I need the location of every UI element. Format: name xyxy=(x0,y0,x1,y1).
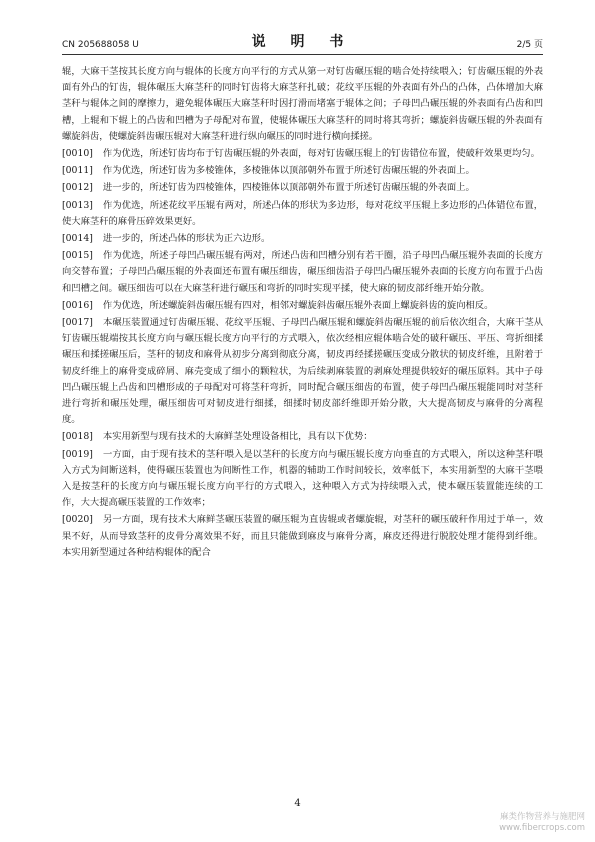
paragraph-number: [0010] xyxy=(62,148,93,160)
paragraph-text: 作为优选，所述子母凹凸碾压辊有两对，所述凸齿和凹槽分别有若干圈，沿子母凹凸碾压辊外表面的长度方向交替布置；子母凹凸碾压辊的外表面还布置有碾压细齿，碾压细齿沿子母凹凸碾压辊外表面的长度方向布置于凸齿和凹槽之间。碾压细齿可以在大麻茎秆进行碾压和弯折的同时实现平揉，使大麻的韧皮部纤维开始分散。 xyxy=(62,250,543,294)
watermark-site-name: 麻类作物营养与施肥网 xyxy=(499,812,585,822)
paragraph xyxy=(62,248,543,297)
paragraph xyxy=(62,163,543,179)
paragraph xyxy=(62,512,543,561)
document-title: 说 明 书 xyxy=(251,34,354,50)
paragraph-text: 辊，大麻干茎按其长度方向与辊体的长度方向平行的方式从第一对钉齿碾压辊的啮合处持续喂入；钉齿碾压辊的外表面有外凸的钉齿，辊体碾压大麻茎秆的同时钉齿将大麻茎秆扎破；花纹平压辊的外表面有外凸的凸体，凸体增加大麻茎秆与辊体之间的摩擦力，避免辊体碾压大麻茎秆时因打滑而堵塞于辊体之间；子母凹凸碾压辊的外表面有凸齿和凹槽，上辊和下辊上的凸齿和凹槽为子母配对布置，使辊体碾压大麻茎秆的同时将其弯折；螺旋斜齿碾压辊的外表面有螺旋斜齿，使螺旋斜齿碾压辊对大麻茎秆进行纵向碾压的同时进行横向揉搓。 xyxy=(62,66,543,142)
paragraph xyxy=(62,180,543,196)
paragraph-number: [0015] xyxy=(62,250,93,262)
paragraph xyxy=(62,231,543,247)
paragraph-number: [0013] xyxy=(62,199,93,211)
paragraph-text: 作为优选，所述螺旋斜齿碾压辊有四对，相邻对螺旋斜齿碾压辊外表面上螺旋斜齿的旋向相反。 xyxy=(102,299,494,311)
paragraph-text: 进一步的，所述钉齿为四棱锥体，四棱锥体以顶部朝外布置于所述钉齿碾压辊的外表面上。 xyxy=(102,182,475,194)
paragraph xyxy=(62,447,543,512)
paragraph-number: [0012] xyxy=(62,182,93,194)
paragraph-number: [0017] xyxy=(62,317,93,329)
paragraph-text: 本碾压装置通过钉齿碾压辊、花纹平压辊、子母凹凸碾压辊和螺旋斜齿碾压辊的前后依次组合，大麻干茎从钉齿碾压辊端按其长度方向与碾压辊长度方向平行的方式喂入，依次经相应辊体啮合处的破秆碾压、平压、弯折细揉碾压和揉搓碾压后，茎秆的韧皮和麻骨从初步分离到彻底分离，韧皮再经揉搓碾压变成分散状的韧皮纤维，且附着于韧皮纤维上的麻骨变成碎屑、麻壳变成了细小的颗粒状，为后续剥麻装置的剥麻处理提供较好的碾压原料。其中子母凹凸碾压辊上凸齿和凹槽形成的子母配对可将茎秆弯折，同时配合碾压细齿的布置，使子母凹凸碾压辊能同时对茎秆进行弯折和碾压处理，碾压细齿可对韧皮进行细揉，细揉时韧皮部纤维即开始分散，大大提高韧皮与麻骨的分离程度。 xyxy=(62,317,543,426)
paragraph xyxy=(62,198,543,230)
paragraph xyxy=(62,429,543,445)
paragraph-number: [0014] xyxy=(62,233,93,245)
patent-number: CN 205688058 U xyxy=(62,40,139,50)
paragraph-number: [0020] xyxy=(62,514,93,526)
paragraph-text: 一方面，由于现有技术的茎秆喂入是以茎秆的长度方向与碾压辊长度方向垂直的方式喂入，所以这种茎秆喂入方式为间断送料，使得碾压装置也为间断性工作，机器的辅助工作时间较长，效率低下，本实用新型的大麻干茎喂入是按茎秆的长度方向与碾压辊长度方向平行的方式喂入，这种喂入方式为持续喂入式，使本碾压装置能连续的工作，大大提高碾压装置的工作效率； xyxy=(62,448,543,509)
page-header xyxy=(62,30,543,55)
paragraph-text: 作为优选，所述钉齿为多棱锥体，多棱锥体以顶部朝外布置于所述钉齿碾压辊的外表面上。 xyxy=(102,165,475,177)
paragraph-text: 另一方面，现有技术大麻鲜茎碾压装置的碾压辊为直齿辊或者螺旋辊，对茎秆的碾压破秆作用过于单一，效果不好，从而导致茎秆的皮骨分离效果不好，而且只能做到麻皮与麻骨分离，麻皮还得进行脱胶处理才能得到纤维。本实用新型通过各种结构辊体的配合 xyxy=(62,514,543,558)
paragraph xyxy=(62,298,543,314)
paragraph xyxy=(62,146,543,162)
paragraph-number: [0018] xyxy=(62,431,93,443)
paragraph-text: 作为优选，所述花纹平压辊有两对，所述凸体的形状为多边形，每对花纹平压辊上多边形的凸体错位布置，使大麻茎秆的麻骨压碎效果更好。 xyxy=(62,199,543,227)
watermark-url: www.fibercrops.com xyxy=(499,823,585,833)
site-watermark xyxy=(499,812,585,834)
paragraph-text: 进一步的，所述凸体的形状为正六边形。 xyxy=(102,233,271,245)
paragraph xyxy=(62,64,543,145)
paragraph-text: 作为优选，所述钉齿均布于钉齿碾压辊的外表面，每对钉齿碾压辊上的钉齿错位布置，使破秆效果更均匀。 xyxy=(102,148,540,160)
document-body xyxy=(62,64,543,562)
paragraph-number: [0016] xyxy=(62,299,93,311)
paragraph-text: 本实用新型与现有技术的大麻鲜茎处理设备相比，具有以下优势： xyxy=(102,431,373,443)
paragraph xyxy=(62,315,543,428)
page-of-indicator: 2/5 页 xyxy=(516,40,543,50)
page-number: 4 xyxy=(294,798,301,809)
paragraph-number: [0019] xyxy=(62,448,93,460)
paragraph-number: [0011] xyxy=(62,165,93,177)
